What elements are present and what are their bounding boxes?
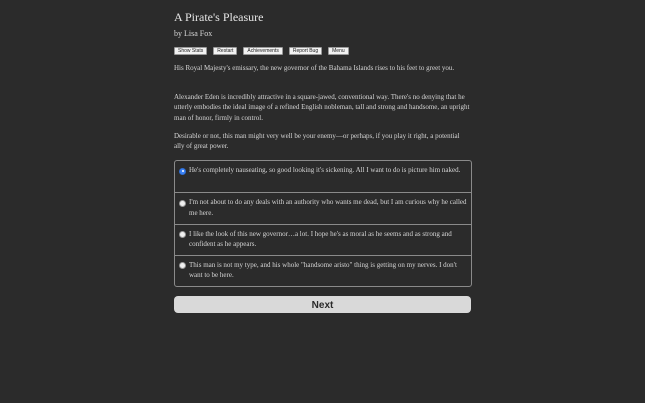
choice-list [174,160,472,287]
story-paragraph: Desirable or not, this man might very well be your enemy—or perhaps, if you play it right, a potential ally of great power. [174,132,460,151]
restart-button[interactable]: Restart [213,47,237,55]
radio-button[interactable] [179,231,186,238]
choice-label: I'm not about to do any deals with an authority who wants me dead, but I am curious why he called me here. [189,198,467,217]
game-author: by Lisa Fox [174,29,213,38]
next-button[interactable]: Next [174,296,471,313]
report-bug-button[interactable]: Report Bug [289,47,322,55]
choice-option[interactable] [175,255,471,286]
choice-option[interactable] [175,161,471,192]
story-paragraph: His Royal Majesty's emissary, the new governor of the Bahama Islands rises to his feet to greet you. [174,64,455,72]
achievements-button[interactable]: Achievements [243,47,282,55]
choice-label: This man is not my type, and his whole "handsome aristo" thing is getting on my nerves. I don't want to be here. [189,260,457,280]
toolbar [174,47,349,55]
game-title: A Pirate's Pleasure [174,10,264,24]
story-paragraph: Alexander Eden is incredibly attractive in a square-jawed, conventional way. There's no denying that he utterly embodies the ideal image of a refined English nobleman, tall and strong and handsome, an upright man of honor, firmly in control. [174,93,470,122]
radio-button[interactable] [179,168,186,175]
menu-button[interactable]: Menu [328,47,349,55]
choice-option[interactable] [175,224,471,255]
show-stats-button[interactable]: Show Stats [174,47,207,55]
radio-button[interactable] [179,262,186,269]
radio-button[interactable] [179,200,186,207]
choice-label: I like the look of this new governor…a lot. I hope he's as moral as he seems and as strong and confident as he appears. [189,229,452,248]
choice-option[interactable] [175,192,471,223]
choice-label: He's completely nauseating, so good looking it's sickening. All I want to do is picture him naked. [189,166,461,174]
